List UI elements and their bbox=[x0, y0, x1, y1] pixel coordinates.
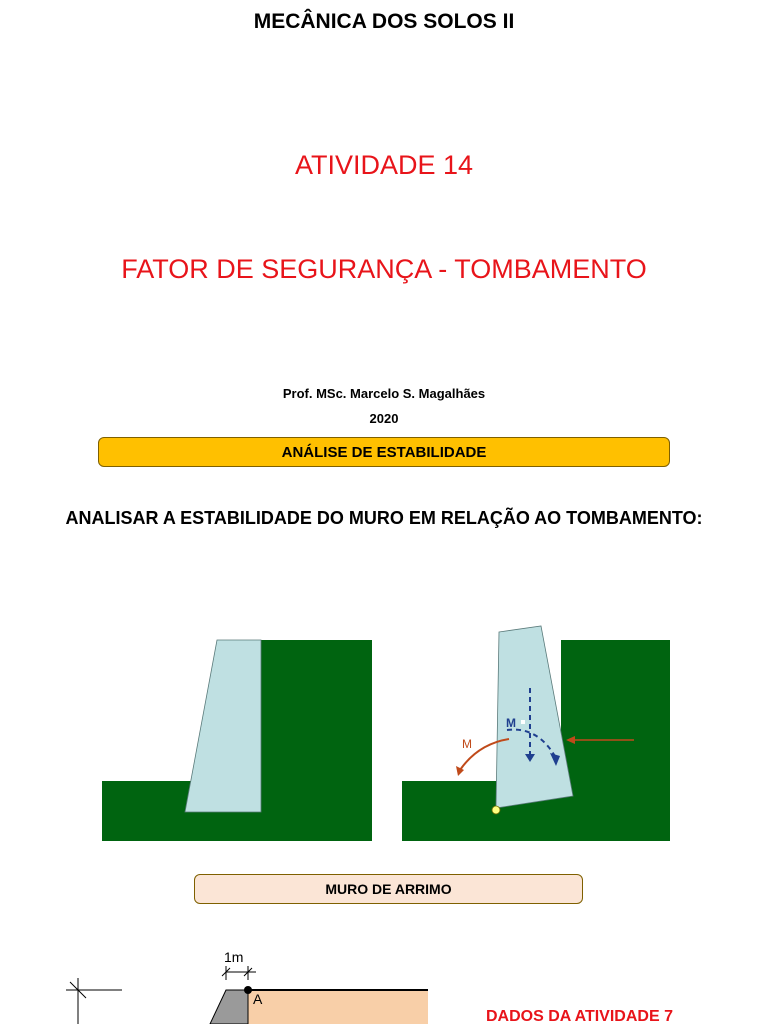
professor-name: Prof. MSc. Marcelo S. Magalhães bbox=[282, 386, 486, 401]
backfill-area bbox=[248, 990, 428, 1024]
overturning-figure bbox=[98, 600, 674, 862]
resisting-moment-label: M bbox=[506, 716, 516, 730]
retaining-wall-diagram bbox=[30, 940, 450, 1024]
overturning-moment-label: M bbox=[462, 737, 472, 751]
course-title: MECÂNICA DOS SOLOS II bbox=[253, 10, 515, 33]
dados-label: DADOS DA ATIVIDADE 7 bbox=[486, 1008, 673, 1025]
page-subtitle: FATOR DE SEGURANÇA - TOMBAMENTO bbox=[121, 254, 647, 284]
point-a-marker bbox=[244, 986, 252, 994]
instruction-text: ANALISAR A ESTABILIDADE DO MURO EM RELAÇÃO AO TOMBAMENTO: bbox=[65, 508, 703, 528]
muro-label: MURO DE ARRIMO bbox=[325, 881, 452, 897]
section-banner bbox=[98, 437, 670, 467]
muro-label-box bbox=[194, 874, 583, 904]
point-a-label: A bbox=[253, 991, 263, 1007]
wall-at-rest-panel bbox=[102, 640, 372, 841]
center-marker bbox=[521, 720, 525, 724]
section-banner-label: ANÁLISE DE ESTABILIDADE bbox=[281, 443, 487, 461]
toe-pivot-point bbox=[492, 806, 500, 814]
backfill-soil bbox=[260, 640, 372, 841]
retaining-wall bbox=[185, 640, 261, 812]
wall-overturning-panel bbox=[402, 626, 670, 841]
activity-title: ATIVIDADE 14 bbox=[294, 150, 474, 180]
year-label: 2020 bbox=[369, 411, 399, 426]
dimension-label: 1m bbox=[224, 949, 244, 965]
